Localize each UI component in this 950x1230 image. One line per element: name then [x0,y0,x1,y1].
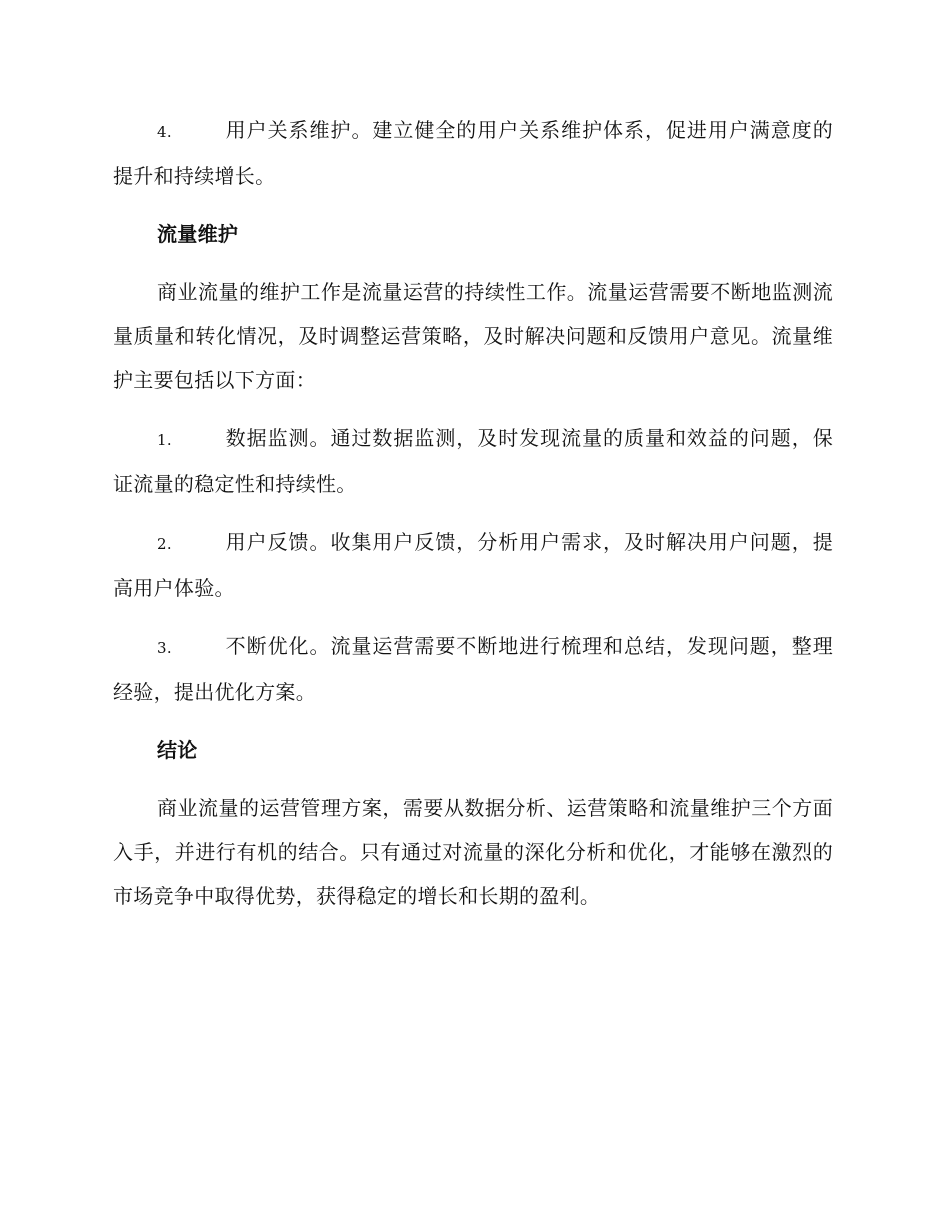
list-item [113,624,833,714]
list-item [113,520,833,610]
traffic-maintenance-intro: 商业流量的维护工作是流量运营的持续性工作。流量运营需要不断地监测流量质量和转化情况，及时调整运营策略，及时解决问题和反馈用户意见。流量维护主要包括以下方面： [113,280,833,392]
list-item [113,416,833,506]
section-heading-traffic-maintenance: 流量维护 [157,222,239,246]
document-page [113,108,833,932]
conclusion-body: 商业流量的运营管理方案，需要从数据分析、运营策略和流量维护三个方面入手，并进行有机的结合。只有通过对流量的深化分析和优化，才能够在激烈的市场竞争中取得优势，获得稳定的增长和长期的盈利。 [113,796,833,908]
list-item [113,108,833,198]
list-number: 4. [157,123,172,141]
list-item-text: 用户关系维护。建立健全的用户关系维护体系，促进用户满意度的提升和持续增长。 [113,118,833,188]
list-number: 1. [157,431,172,449]
list-number: 3. [157,639,172,657]
list-item-text: 不断优化。流量运营需要不断地进行梳理和总结，发现问题，整理经验，提出优化方案。 [113,634,833,704]
list-item-text: 数据监测。通过数据监测，及时发现流量的质量和效益的问题，保证流量的稳定性和持续性。 [113,426,833,496]
list-item-text: 用户反馈。收集用户反馈，分析用户需求，及时解决用户问题，提高用户体验。 [113,530,833,600]
list-number: 2. [157,535,172,553]
section-heading-conclusion: 结论 [157,738,198,762]
